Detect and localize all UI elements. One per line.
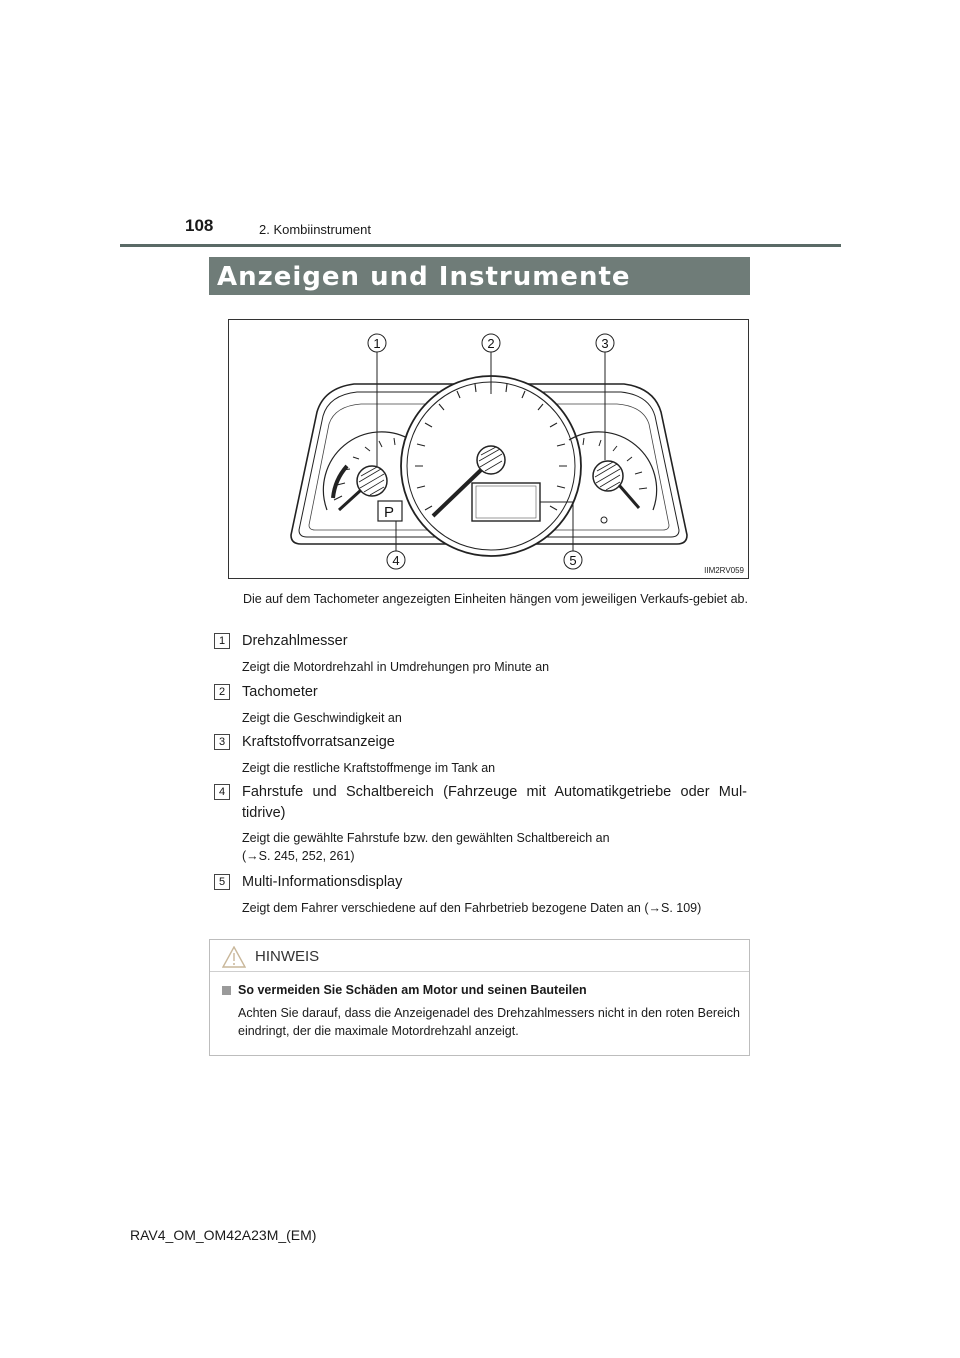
intro-text: Die auf dem Tachometer angezeigten Einheiten hängen vom jeweiligen Verkaufs-gebiet ab. (243, 592, 748, 606)
item-heading: Tachometer (242, 684, 318, 700)
item-number: 2 (214, 684, 230, 700)
notice-text: Achten Sie darauf, dass die Anzeigenadel des Drehzahlmessers nicht in den roten Bereich eindringt, der die maximale Motordrehzahl anzeigt. (238, 1006, 740, 1038)
item-number: 1 (214, 633, 230, 649)
item-number: 3 (214, 734, 230, 750)
section-title-bar (209, 257, 750, 295)
multi-info-display (472, 483, 540, 521)
figure-code: IIM2RV059 (704, 566, 744, 575)
instrument-cluster-figure (228, 319, 749, 579)
item-description: Zeigt dem Fahrer verschiedene auf den Fahrbetrieb bezogene Daten an (→S. 109) (242, 901, 702, 915)
page-number: 108 (185, 216, 214, 235)
callout-number-1: 1 (373, 336, 381, 351)
item-description: Zeigt die Motordrehzahl in Umdrehungen pro Minute an (242, 660, 550, 674)
callout-number-2: 2 (487, 336, 495, 351)
section-title: Anzeigen und Instrumente (217, 262, 631, 292)
header-rule (120, 244, 841, 247)
chapter-title: 2. Kombiinstrument (259, 222, 371, 237)
warning-triangle-icon (222, 946, 246, 968)
callout-number-5: 5 (569, 553, 577, 568)
item-heading: Multi-Informationsdisplay (242, 874, 403, 890)
square-bullet-icon (222, 986, 231, 995)
notice-box (209, 939, 750, 1056)
item-heading: Kraftstoffvorratsanzeige (242, 734, 395, 750)
item-number: 4 (214, 784, 230, 800)
left-dial-red-zone (333, 466, 347, 498)
instrument-cluster-illustration (229, 320, 749, 579)
document-code: RAV4_OM_OM42A23M_(EM) (130, 1227, 317, 1243)
notice-subtitle: So vermeiden Sie Schäden am Motor und seinen Bauteilen (238, 983, 587, 997)
fuel-warning-dot (601, 517, 607, 523)
notice-divider (210, 971, 749, 972)
callout-number-3: 3 (601, 336, 609, 351)
item-heading: Drehzahlmesser (242, 633, 348, 649)
item-number: 5 (214, 874, 230, 890)
right-needle (619, 485, 639, 508)
item-heading: Fahrstufe und Schaltbereich (Fahrzeuge mit Automatikgetriebe oder Mul-tidrive) (242, 784, 747, 821)
item-description: Zeigt die restliche Kraftstoffmenge im Tank an (242, 761, 496, 775)
item-description: Zeigt die Geschwindigkeit an (242, 711, 402, 725)
callout-number-4: 4 (392, 553, 400, 568)
item-description-reference: (→S. 245, 252, 261) (242, 849, 355, 863)
notice-title: HINWEIS (255, 948, 320, 965)
left-needle (339, 490, 361, 510)
gear-indicator-letter: P (384, 504, 395, 521)
item-description: Zeigt die gewählte Fahrstufe bzw. den gewählten Schaltbereich an (242, 831, 610, 845)
